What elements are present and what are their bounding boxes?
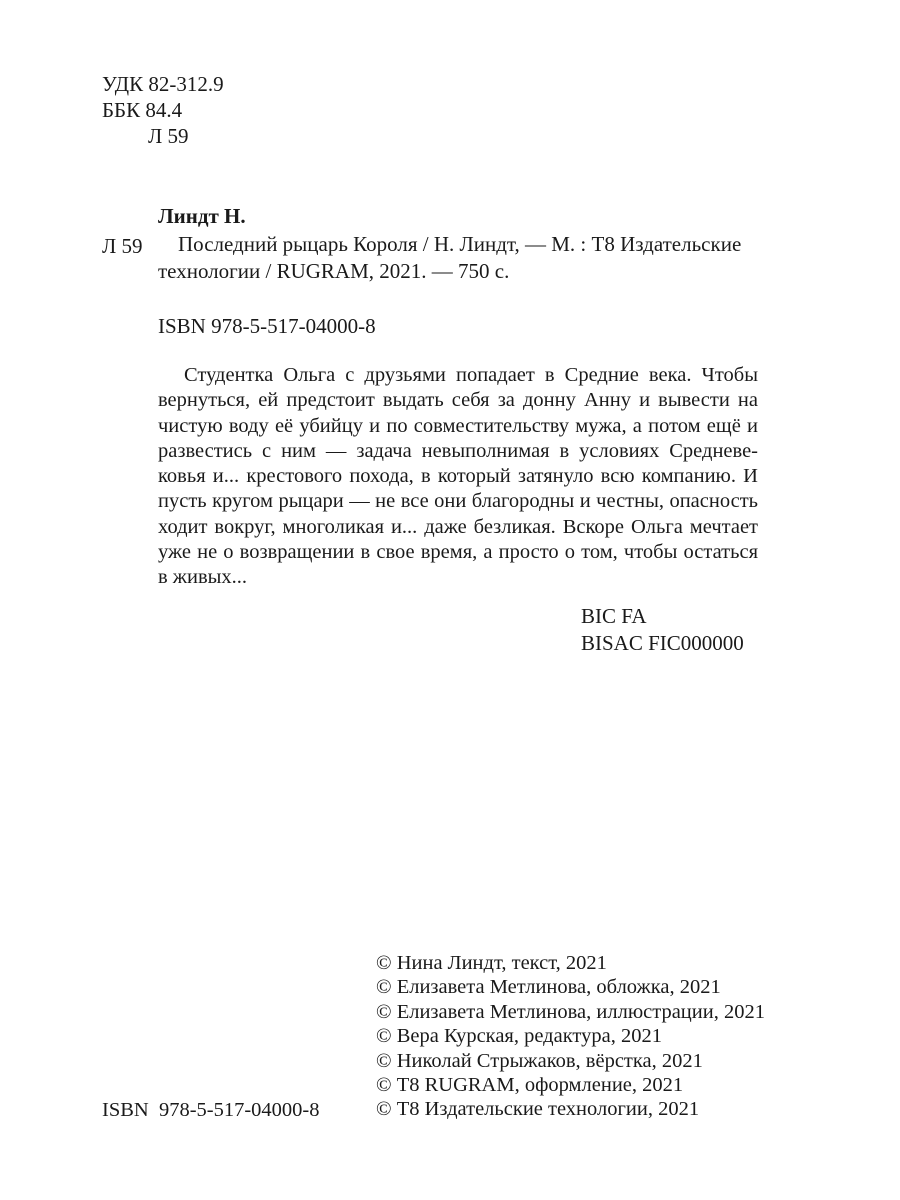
biblio-line-2: технологии / RUGRAM, 2021. — 750 с. [158,259,510,283]
copyright-line: © Т8 Издательские технологии, 2021 [376,1098,700,1121]
bibliographic-description [158,231,758,285]
bisac-code: BISAC FIC000000 [581,631,744,655]
copyright-line: © Нина Линдт, текст, 2021 [376,952,607,974]
bic-code: BIC FA [581,604,647,628]
author-code-mark: Л 59 [102,234,143,258]
udk-code: УДК 82-312.9 [102,72,224,96]
copyright-line: © Елизавета Метлинова, иллюстрации, 2021 [376,1000,765,1023]
subject-codes [581,603,744,657]
isbn-bottom: ISBN 978-5-517-04000-8 [102,1099,320,1121]
biblio-line-1: Последний рыцарь Короля / Н. Линдт, — М. : Т8 Издательские [178,232,742,256]
copyright-line: © Николай Стрыжаков, вёрстка, 2021 [376,1049,703,1072]
author-name: Линдт Н. [158,204,246,228]
copyright-line: © Вера Курская, редактура, 2021 [376,1025,662,1048]
copyright-line: © Т8 RUGRAM, оформление, 2021 [376,1074,684,1097]
isbn-top: ISBN 978-5-517-04000-8 [158,314,376,338]
annotation-paragraph: Студентка Ольга с друзьями попадает в Средние века. Чтобы вернуться, ей предстоит выдать себя за донну Анну и вывести на чистую воду её убийцу и по совместительству мужа, а потом ещё и развестись с ним — задача невыполнимая в условиях Средневековья и... крестового похода, в который затянуло всю компанию. И пусть кругом рыцари — не все они благородны и честны, опасность ходит вокруг, многоликая и... даже безликая. Вскоре Ольга мечтает уже не о возвращении в свое время, а просто о том, чтобы остаться в живых... [158,364,758,589]
author-mark: Л 59 [148,124,189,148]
bbk-code: ББК 84.4 [102,98,183,122]
copyright-list [376,951,765,1122]
copyright-line: © Елизавета Метлинова, обложка, 2021 [376,976,721,999]
